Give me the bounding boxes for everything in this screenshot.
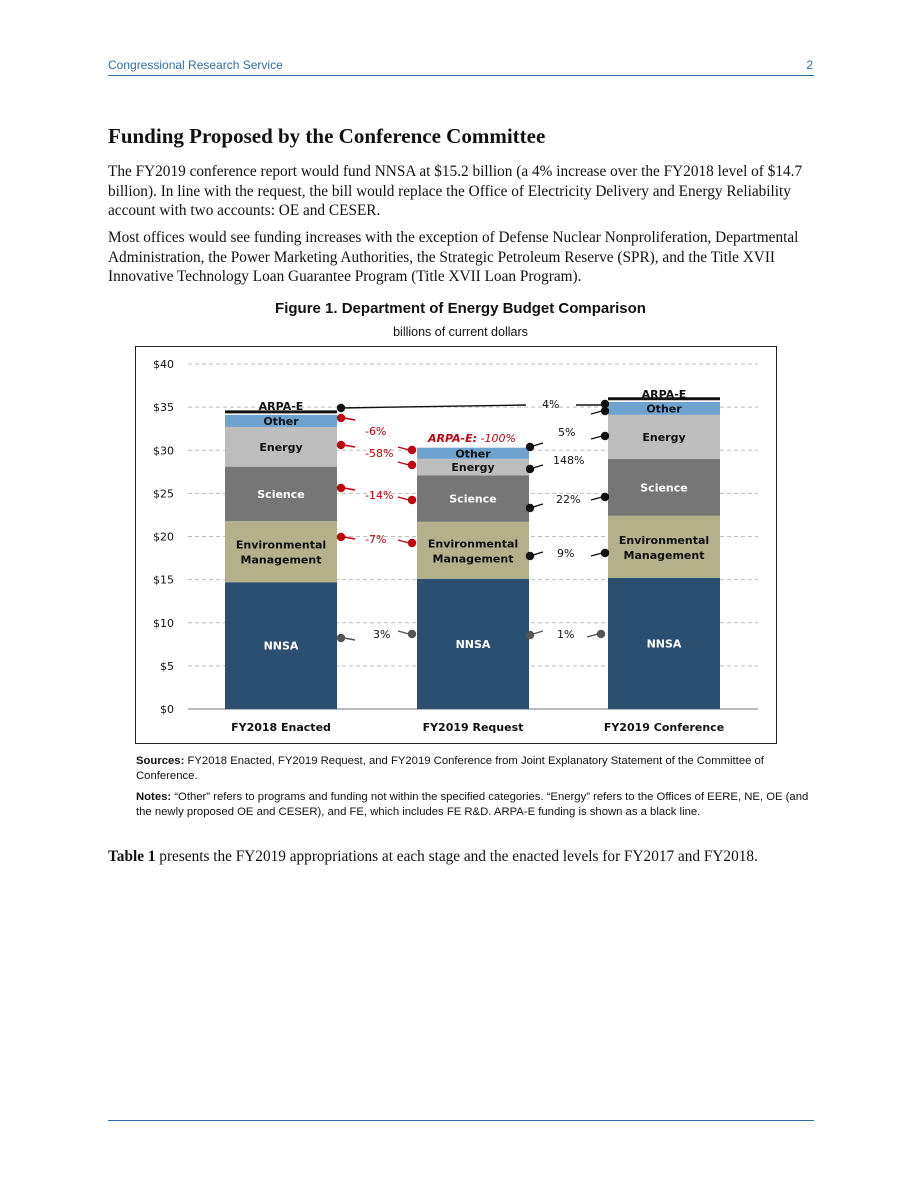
segment-label-energy: Energy [451, 461, 495, 475]
segment-label-environmental-management: Environmental [427, 537, 519, 551]
change-marker-leader [587, 634, 598, 637]
notes-text: “Other” refers to programs and funding not within the specified categories. “Energy” refers to the Offices of EERE, NE, OE (and the newly proposed OE and CESER), and FE, which includes FE R&D. ARPA-E funding is shown as a black line. [136, 791, 809, 818]
segment-label-science: Science [449, 492, 497, 506]
arpa-e-change-prefix: ARPA-E: [428, 432, 478, 445]
change-marker-dot [337, 533, 345, 541]
change-marker-leader [344, 638, 355, 640]
change-marker-leader [344, 445, 355, 447]
table-1-link[interactable]: Table 1 [108, 848, 156, 865]
change-marker-dot [408, 461, 416, 469]
arpa-e-change-value: -100% [477, 432, 516, 445]
change-marker-dot [601, 432, 609, 440]
segment-label-other: Other [455, 447, 491, 461]
segment-label-environmental-management: Environmental [235, 538, 327, 552]
segment-label-energy: Energy [642, 430, 686, 444]
change-marker-dot [526, 465, 534, 473]
budget-chart [136, 347, 776, 743]
sources-note [136, 754, 809, 784]
y-tick-label: $20 [153, 530, 174, 544]
section-title: Funding Proposed by the Conference Committee [108, 124, 546, 148]
arpa-e-label: ARPA-E [258, 400, 304, 413]
page-header [108, 58, 814, 76]
paragraph-office-exceptions: Most offices would see funding increases with the exception of Defense Nuclear Nonproliferation, Departmental Administration, the Power Marketing Authorities, the Strategic Petroleum Reserve (SPR), and the Title XVII Innovative Technology Loan Guarantee Program (Title XVII Loan Program). [108, 229, 799, 286]
segment-label-environmental-management: Environmental [618, 533, 710, 547]
change-marker-leader [344, 488, 355, 490]
change-marker-leader [344, 418, 355, 420]
y-tick-label: $15 [153, 573, 174, 587]
segment-label-environmental-management: Management [432, 552, 514, 566]
figure-title: Figure 1. Department of Energy Budget Comparison [275, 300, 646, 317]
header-page-number: 2 [806, 58, 813, 72]
change-label-conference-vs-request: 148% [553, 454, 585, 467]
arpa-e-change-label [427, 432, 516, 445]
change-marker-dot [337, 414, 345, 422]
sources-label: Sources: [136, 755, 185, 767]
y-tick-label: $5 [160, 659, 174, 673]
change-marker-dot [337, 441, 345, 449]
change-label-request-vs-enacted: 3% [373, 628, 391, 641]
y-tick-label: $35 [153, 401, 174, 415]
change-marker-leader [591, 553, 602, 556]
change-marker-dot [597, 630, 605, 638]
change-marker-leader [533, 504, 543, 507]
header-publisher: Congressional Research Service [108, 58, 283, 72]
x-category-label: FY2019 Conference [603, 721, 725, 734]
sources-text: FY2018 Enacted, FY2019 Request, and FY2019 Conference from Joint Explanatory Statement of the Committee of Conference. [136, 755, 764, 782]
figure-subtitle: billions of current dollars [393, 325, 528, 339]
closing-text: presents the FY2019 appropriations at each stage and the enacted levels for FY2017 and FY2018. [155, 848, 758, 865]
notes-note [136, 790, 809, 820]
change-marker-leader [533, 631, 543, 634]
change-label-request-vs-enacted: -58% [365, 447, 394, 460]
change-marker-leader [398, 447, 409, 450]
change-label-conference-vs-request: 1% [557, 628, 575, 641]
change-marker-dot [337, 634, 345, 642]
chart-frame [135, 346, 777, 744]
closing-paragraph [108, 847, 813, 867]
segment-label-environmental-management: Management [240, 553, 322, 567]
change-marker-dot [601, 407, 609, 415]
change-marker-dot [408, 630, 416, 638]
change-marker-dot [408, 446, 416, 454]
change-marker-leader [398, 631, 409, 634]
segment-label-science: Science [257, 487, 305, 501]
change-label-request-vs-enacted: -6% [365, 425, 387, 438]
segment-label-energy: Energy [259, 440, 303, 454]
change-label-conference-vs-request: 4% [542, 398, 560, 411]
change-marker-leader [398, 462, 409, 465]
segment-label-other: Other [646, 402, 682, 416]
change-marker-leader [344, 537, 355, 539]
change-label-conference-vs-request: 9% [557, 547, 575, 560]
change-marker-leader [591, 497, 602, 500]
change-marker-leader [398, 540, 409, 543]
change-marker-dot [408, 496, 416, 504]
y-tick-label: $25 [153, 487, 174, 501]
change-marker-leader [533, 465, 543, 468]
x-category-label: FY2019 Request [422, 721, 524, 734]
segment-label-nnsa: NNSA [263, 639, 299, 653]
change-marker-dot [601, 493, 609, 501]
bar-segment-environmental-management [225, 521, 337, 582]
y-tick-label: $0 [160, 703, 174, 716]
x-category-label: FY2018 Enacted [231, 721, 331, 734]
footer-rule [108, 1120, 814, 1121]
y-tick-label: $40 [153, 358, 174, 371]
change-marker-dot [601, 549, 609, 557]
change-marker-leader [533, 552, 543, 555]
y-tick-label: $10 [153, 616, 174, 630]
segment-label-nnsa: NNSA [455, 637, 491, 651]
paragraph-nnsa-funding: The FY2019 conference report would fund NNSA at $15.2 billion (a 4% increase over the FY2018 level of $14.7 billion). In line with the request, the bill would replace the Office of Electricity Delivery and Energy Reliability account with two accounts: OE and CESER. [108, 163, 803, 220]
change-label-conference-vs-request: 5% [558, 426, 576, 439]
change-marker-dot [526, 552, 534, 560]
segment-label-nnsa: NNSA [646, 637, 682, 651]
change-marker-leader [591, 411, 602, 414]
change-marker-dot [408, 539, 416, 547]
change-label-request-vs-enacted: -14% [365, 489, 394, 502]
change-marker-dot [526, 504, 534, 512]
change-label-conference-vs-request: 22% [556, 493, 581, 506]
change-label-request-vs-enacted: -7% [365, 533, 387, 546]
change-marker-dot [526, 631, 534, 639]
segment-label-other: Other [263, 414, 299, 428]
change-marker-leader [398, 497, 409, 500]
segment-label-science: Science [640, 481, 688, 495]
change-marker-leader [533, 443, 543, 446]
y-tick-label: $30 [153, 444, 174, 458]
change-marker-dot [337, 484, 345, 492]
change-marker-dot [526, 443, 534, 451]
notes-label: Notes: [136, 791, 172, 803]
segment-label-environmental-management: Management [623, 548, 705, 562]
arpa-e-label: ARPA-E [641, 388, 687, 401]
change-marker-leader [591, 436, 602, 439]
